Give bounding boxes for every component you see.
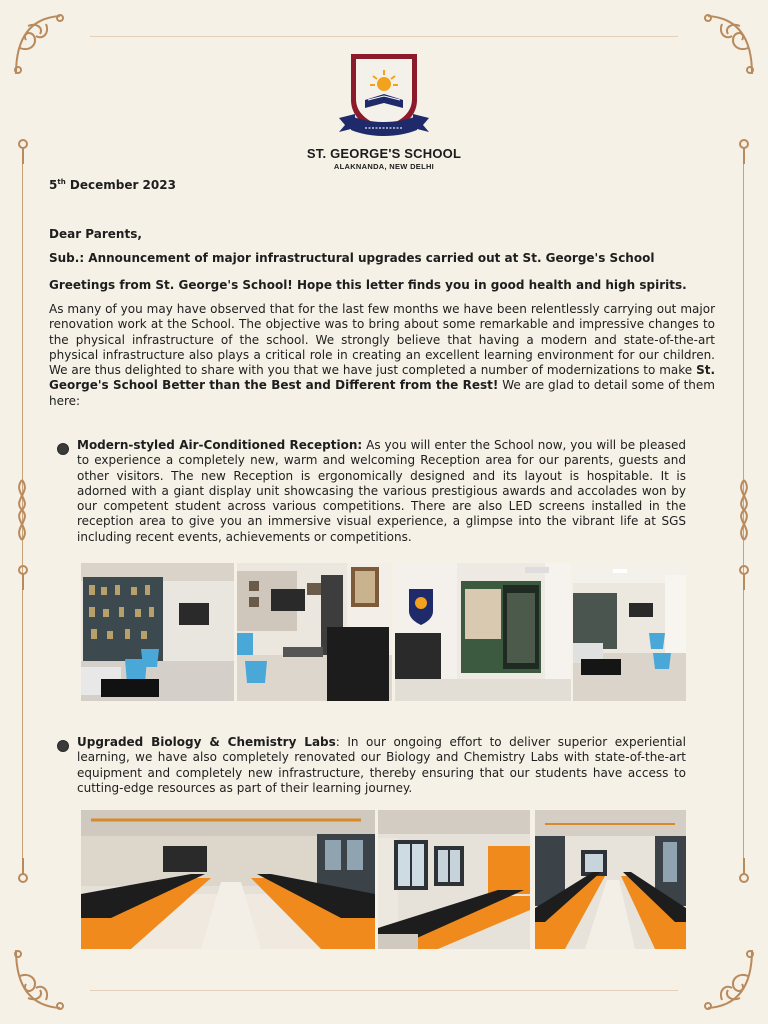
lab-photo-wide [81, 810, 375, 949]
school-crest-logo [335, 48, 433, 144]
side-ornament-left-mid [10, 478, 34, 542]
corner-ornament-bottom-left [10, 944, 82, 1016]
date-month-year: December 2023 [65, 178, 176, 192]
bullet-labs-title: Upgraded Biology & Chemistry Labs [77, 735, 336, 749]
intro-end-text: We are glad to detail some of them here: [49, 378, 715, 408]
reception-photo-trophy-display [81, 563, 234, 701]
greeting-line: Greetings from St. George's School! Hope this letter finds you in good health and high spirits. [49, 278, 687, 292]
bullet-labs [77, 735, 686, 796]
bullet-reception-text: As you will enter the School now, you will be pleased to experience a completely new, warm and welcoming Reception area for our parents, guests and other visitors. The new Reception is ergonomically designed and its layout is hospitable. It is adorned with a giant display unit showcasing the various prestigious awards and accolades won by our competent student across various competitions. There are also LED screens installed in the reception area to give you an immersive visual experience, a glimpse into the vibrant life at SGS including recent events, achievements or competitions. [77, 438, 686, 544]
reception-photo-lounge [573, 563, 686, 701]
intro-bold-text: St. George's School Better than the Best and Different from the Rest! [49, 363, 715, 393]
side-ornament-left-bottom [11, 562, 35, 592]
date-suffix: th [57, 178, 66, 186]
reception-photo-entrance [395, 563, 571, 701]
corner-ornament-top-right [686, 8, 758, 80]
salutation: Dear Parents, [49, 227, 142, 241]
bullet-labs-text: : In our ongoing effort to deliver superior experiential learning, we have also completely renovated our Biology and Chemistry Labs with state-of-the-art equipment and completely new infrastructure, thereby ensuring that our students have access to cutting-edge resources as part of their learning journey. [77, 735, 686, 795]
reception-photo-desk [237, 563, 392, 701]
intro-paragraph [49, 302, 715, 409]
corner-ornament-bottom-right [686, 944, 758, 1016]
side-ornament-right-low [732, 856, 756, 886]
lab-photo-aisle [535, 810, 686, 949]
school-location: ALAKNANDA, NEW DELHI [333, 162, 435, 171]
side-ornament-right-mid [732, 478, 756, 542]
intro-text: As many of you may have observed that for the last few months we have been relentlessly carrying out major renovation work at the School. The objective was to bring about some remarkable and impressive changes to the physical infrastructure of the school. We strongly believe that having a modern and state-of-the-art physical infrastructure also plays a critical role in creating an excellent learning environment for our children. We are thus delighted to share with you that we have just completed a number of modernizations to make [49, 302, 715, 378]
frame-bottom-line [90, 990, 678, 991]
corner-ornament-top-left [10, 8, 82, 80]
date-day: 5 [49, 178, 58, 192]
frame-top-line [90, 36, 678, 37]
side-ornament-right-bottom [732, 562, 756, 592]
subject-line: Sub.: Announcement of major infrastructural upgrades carried out at St. George's School [49, 251, 655, 265]
lab-photo-windows [378, 810, 530, 949]
school-name: ST. GEORGE'S SCHOOL [306, 146, 462, 161]
bullet-reception [77, 438, 686, 545]
bullet-dot-labs [57, 740, 69, 752]
bullet-reception-title: Modern-styled Air-Conditioned Reception: [77, 438, 363, 452]
bullet-dot-reception [57, 443, 69, 455]
side-ornament-left-low [11, 856, 35, 886]
letter-date [49, 178, 176, 192]
